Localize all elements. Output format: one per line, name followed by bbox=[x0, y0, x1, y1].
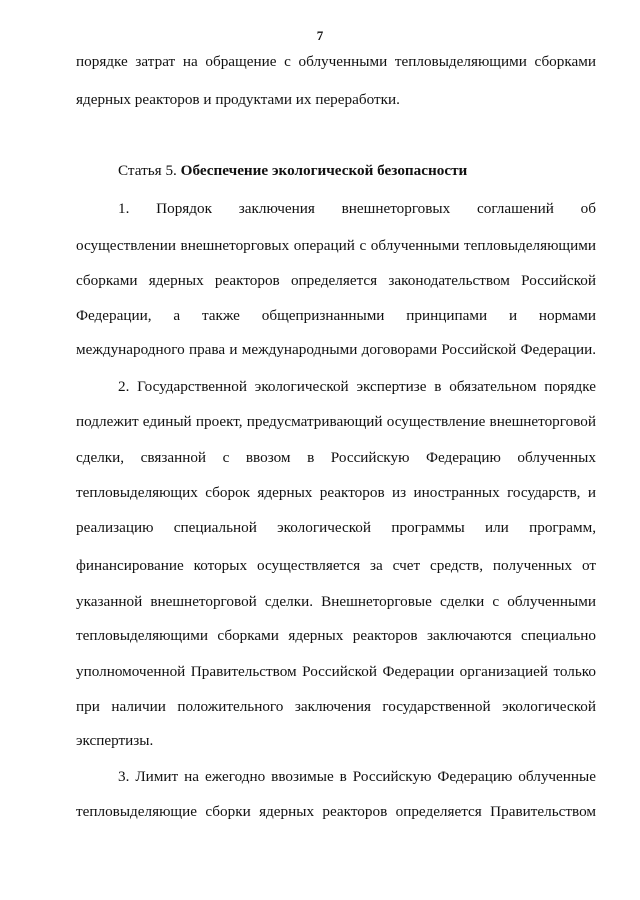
p2-line-11: экспертизы. bbox=[76, 732, 154, 749]
p2-line-7: указанной внешнеторговой сделки. Внешнеторговые сделки с облученными bbox=[76, 593, 596, 610]
p2-line-5: реализацию специальной экологической программы или программ, bbox=[76, 519, 596, 536]
p2-line-2: подлежит единый проект, предусматривающий осуществление внешнеторговой bbox=[76, 413, 596, 430]
p2-line-6: финансирование которых осуществляется за счет средств, полученных от bbox=[76, 557, 596, 574]
p3-line-1: 3. Лимит на ежегодно ввозимые в Российскую Федерацию облученные bbox=[118, 768, 596, 785]
p3-line-2: тепловыделяющие сборки ядерных реакторов определяется Правительством bbox=[76, 803, 596, 820]
intro-line-1: порядке затрат на обращение с облученными тепловыделяющими сборками bbox=[76, 53, 596, 70]
p1-line-2: осуществлении внешнеторговых операций с облученными тепловыделяющими bbox=[76, 237, 596, 254]
p1-line-4: Федерации, а также общепризнанными принципами и нормами bbox=[76, 307, 596, 324]
article-title: Обеспечение экологической безопасности bbox=[180, 162, 468, 179]
p1-line-1: 1. Порядок заключения внешнеторговых соглашений об bbox=[118, 200, 596, 217]
p2-line-9: уполномоченной Правительством Российской Федерации организацией только bbox=[76, 663, 596, 680]
article-label: Статья 5. bbox=[118, 162, 177, 179]
p2-line-1: 2. Государственной экологической экспертизе в обязательном порядке bbox=[118, 378, 596, 395]
p2-line-10: при наличии положительного заключения государственной экологической bbox=[76, 698, 596, 715]
intro-line-2: ядерных реакторов и продуктами их переработки. bbox=[76, 91, 400, 108]
p2-line-8: тепловыделяющими сборками ядерных реакторов заключаются специально bbox=[76, 627, 596, 644]
p1-line-3: сборками ядерных реакторов определяется законодательством Российской bbox=[76, 272, 596, 289]
page-number: 7 bbox=[316, 28, 324, 43]
p2-line-4: тепловыделяющих сборок ядерных реакторов из иностранных государств, и bbox=[76, 484, 596, 501]
p2-line-3: сделки, связанной с ввозом в Российскую Федерацию облученных bbox=[76, 449, 596, 466]
article-heading bbox=[118, 161, 596, 181]
p1-line-5: международного права и международными договорами Российской Федерации. bbox=[76, 341, 596, 358]
